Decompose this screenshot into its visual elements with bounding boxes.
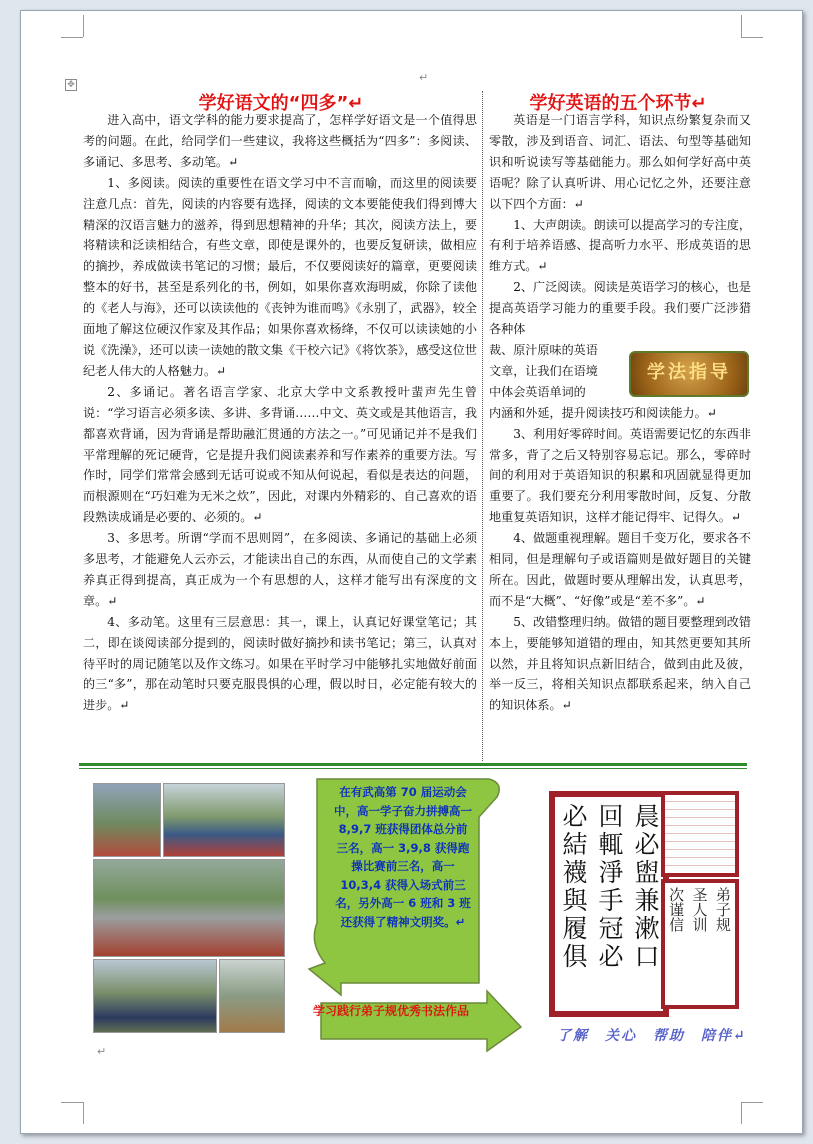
section-divider — [79, 763, 747, 766]
calligraphy-work-small — [661, 879, 739, 1009]
calligraphy-column: 次谨信 — [667, 887, 686, 932]
right-paragraph: 3、利用好零碎时间。英语需要记忆的东西非常多，背了之后又特别容易忘记。那么，零碎时间的利用对于英语知识的积累和巩固就显得更加重要了。我们要充分利用零散时间，反复、分散地重复英语知识，这样才能记得牢、记得久。↵ — [489, 426, 751, 525]
left-article-body — [83, 110, 477, 716]
left-article-title: 学好语文的“四多”↵ — [198, 93, 364, 114]
left-paragraph: 进入高中，语文学科的能力要求提高了，怎样学好语文是一个值得思考的问题。在此，给同学们一些建议，我将这些概括为“四多”：多阅读、多诵记、多思考、多动笔。↵ — [83, 113, 477, 169]
sports-photo-5 — [219, 959, 285, 1033]
left-paragraph: 3、多思考。所谓“学而不思则罔”，在多阅读、多诵记的基础上必须多思考，才能避免人云亦云，才能读出自己的东西，从而使自己的文学素养真正得到提高，真正成为一个有思想的人，这样才能写出有深度的文章。↵ — [83, 531, 477, 608]
sports-meet-note: 在有武高第 70 届运动会中，高一学子奋力拼搏高一 8,9,7 班获得团体总分前三名，高一 3,9,8 获得跑操比赛前三名，高一 10,3,4 获得入场式前三名，另外高一 6 班和 3 班还获得了精神文明奖。↵ — [334, 785, 472, 929]
calligraphy-column: 晨必盥兼漱口 — [631, 803, 660, 971]
calligraphy-work-grid — [661, 791, 739, 877]
right-wrap-line: 中体会英语单词的 — [489, 384, 586, 399]
paragraph-mark: ↵ — [97, 1045, 107, 1058]
sports-photo-1 — [93, 783, 161, 857]
calligraphy-column: 弟子规 — [713, 887, 732, 932]
calligraphy-work-large — [549, 791, 669, 1017]
study-method-badge: 学法指导 — [629, 351, 749, 397]
sports-photo-4 — [93, 959, 217, 1033]
left-paragraph: 4、多动笔。这里有三层意思：其一，课上，认真记好课堂笔记；其二，即在谈阅读部分提到的，阅读时做好摘抄和读书笔记；第三，认真对待平时的周记随笔以及作文练习。如果在平时学习中能够扎实地做好前面的三“多”，那在动笔时只要克服畏惧的心理，假以时日，必定能有较大的进步。↵ — [83, 614, 477, 713]
right-paragraph: 英语是一门语言学科，知识点纷繁复杂而又零散，涉及到语音、词汇、语法、句型等基础知识和听说读写等基础能力。那么如何学好高中英语呢？除了认真听讲、用心记忆之外，还要注意以下四个方面：↵ — [489, 113, 751, 211]
crop-mark-top-left-h — [61, 37, 83, 38]
right-wrap-line: 文章，让我们在语境 — [489, 363, 598, 378]
calligraphy-caption: 学习践行弟子规优秀书法作品 — [313, 1004, 470, 1018]
crop-mark-bottom-right-h — [741, 1102, 763, 1103]
crop-mark-bottom-left-h — [61, 1102, 83, 1103]
right-article-title: 学好英语的五个环节↵ — [529, 93, 707, 114]
crop-mark-bottom-left-v — [83, 1102, 84, 1124]
crop-mark-top-right-h — [741, 37, 763, 38]
right-article-body — [489, 110, 751, 716]
right-paragraph: 5、改错整理归纳。做错的题目要整理到改错本上，要能够知道错的理由，知其然更要知其所以然，并且将知识点新旧结合，做到由此及彼，举一反三，将相关知识点都联系起来，纳入自己的知识体系。↵ — [489, 614, 751, 713]
sports-photo-3 — [93, 859, 285, 957]
calligraphy-column: 回輒淨手冠必 — [595, 803, 624, 971]
right-paragraph: 4、做题重视理解。题目千变万化，要求各不相同，但是理解句子或语篇则是做好题目的关键所在。因此，做题时要从理解出发，认真思考，而不是“大概”、“好像”或是“差不多”。↵ — [489, 531, 751, 608]
motto-line: 了解 关心 帮助 陪伴↵ — [557, 1028, 747, 1044]
right-paragraph: 1、大声朗读。朗读可以提高学习的专注度，有利于培养语感、提高听力水平、形成英语的思维方式。↵ — [489, 217, 751, 274]
crop-mark-top-left-v — [83, 15, 84, 37]
document-page — [20, 10, 803, 1134]
calligraphy-small-columns — [665, 883, 735, 1009]
crop-mark-top-right-v — [741, 15, 742, 37]
table-move-handle-icon[interactable]: ✥ — [65, 79, 77, 91]
right-paragraph-tail: 内涵和外延，提升阅读技巧和阅读能力。↵ — [489, 405, 717, 420]
calligraphy-column: 必結襪與履俱 — [559, 803, 588, 971]
column-divider — [482, 91, 483, 761]
section-divider-thin — [79, 768, 747, 769]
calligraphy-large-columns — [555, 797, 663, 1017]
right-paragraph: 2、广泛阅读。阅读是英语学习的核心，也是提高英语学习能力的重要手段。我们要广泛涉猎各种体 — [489, 280, 751, 337]
right-wrap-line: 裁、原汁原味的英语 — [489, 342, 598, 357]
paragraph-mark: ↵ — [419, 71, 429, 84]
left-paragraph: 1、多阅读。阅读的重要性在语文学习中不言而喻，而这里的阅读要注意几点：首先，阅读的内容要有选择，阅读的文本要能使我们得到博大精深的汉语言魅力的滋养，得到思想精神的升华；其次，阅读方法上，要将精读和泛读相结合，有些文章，即使是课外的，也要反复研读，做相应的摘抄，养成做读书笔记的习惯；最后，不仅要阅读好的篇章，更要阅读整本的好书，甚至是系列化的书，例如，如果你喜欢海明威，你除了读他的《老人与海》，还可以读读他的《丧钟为谁而鸣》《永别了，武器》，较全面地了解这位硬汉作家及其作品；如果你喜欢杨绛，不仅可以读读她的小说《洗澡》，还可以读一读她的散文集《干校六记》《将饮茶》，感受这位世纪老人伟大的人格魅力。↵ — [83, 175, 477, 378]
calligraphy-column: 圣人训 — [690, 887, 709, 932]
sports-photo-2 — [163, 783, 285, 857]
crop-mark-bottom-right-v — [741, 1102, 742, 1124]
left-paragraph: 2、多诵记。著名语言学家、北京大学中文系教授叶蜚声先生曾说：“学习语言必须多读、多讲、多背诵……中文、英文或是其他语言，我都喜欢背诵，因为背诵是帮助融汇贯通的方法之一。”可见诵记并不是我们平常理解的死记硬背，它是提升我们阅读素养和写作素养的重要方法。写作时，同学们常常会感到无话可说或不知从何说起，看似是表达的问题，而根源则在“巧妇难为无米之炊”，因此，对课内外精彩的、自己喜欢的语段熟读成诵是必要的、必须的。↵ — [83, 384, 477, 525]
